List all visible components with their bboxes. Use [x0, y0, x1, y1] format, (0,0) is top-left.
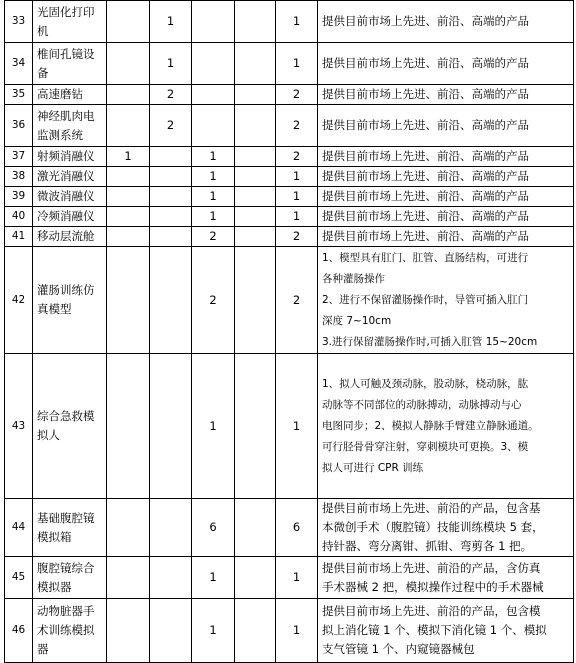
quantity-cell — [235, 147, 276, 167]
requirement-cell-line: 2、进行不保留灌肠操作时，导管可插入肛门 — [322, 293, 529, 306]
requirement-cell — [318, 187, 574, 207]
requirement-cell — [318, 227, 574, 247]
requirement-cell-line: 提供目前市场上先进、前沿的产品，含仿真 — [322, 560, 541, 575]
quantity-cell — [107, 247, 150, 354]
quantity-cell: 1 — [192, 167, 235, 187]
equipment-name-cell-line: 腹腔镜综合 — [37, 560, 95, 575]
requirement-cell-line: 提供目前市场上先进、前沿、高端的产品 — [322, 56, 529, 70]
total-cell: 2 — [276, 147, 318, 167]
requirement-cell — [318, 1, 574, 43]
requirement-cell — [318, 43, 574, 85]
quantity-cell — [107, 1, 150, 43]
row-number-cell: 46 — [5, 599, 33, 663]
requirement-cell-line: 深度 7~10cm — [322, 314, 392, 327]
quantity-cell — [107, 354, 150, 499]
quantity-cell — [107, 227, 150, 247]
total-cell: 2 — [276, 85, 318, 105]
requirement-cell-line: 手术器械 2 把，模拟操作过程中的手术器械 — [322, 579, 544, 594]
requirement-cell — [318, 499, 574, 557]
quantity-cell — [150, 227, 192, 247]
table-row — [5, 187, 574, 207]
equipment-name-cell-line: 备 — [37, 65, 49, 80]
equipment-name-cell — [33, 599, 107, 663]
row-number-cell: 33 — [5, 1, 33, 43]
requirement-cell-line: 可行胫骨骨穿注射，穿刺模块可更换。3、模 — [322, 440, 529, 453]
equipment-name-cell-line: 模拟器 — [37, 579, 72, 594]
requirement-cell-line: 持针器、弯分离钳、抓钳、弯剪各 1 把。 — [322, 539, 533, 553]
equipment-name-cell — [33, 147, 107, 167]
requirement-cell-line: 提供目前市场上先进、前沿的产品，包含基 — [322, 501, 541, 515]
quantity-cell — [192, 85, 235, 105]
quantity-cell — [150, 247, 192, 354]
quantity-cell: 1 — [150, 43, 192, 85]
table-row — [5, 227, 574, 247]
quantity-cell: 1 — [192, 599, 235, 663]
row-number-cell: 37 — [5, 147, 33, 167]
equipment-name-cell-line: 光固化打印 — [37, 4, 95, 19]
table-row — [5, 85, 574, 105]
equipment-name-cell-line: 射频消融仪 — [37, 149, 95, 163]
row-number-cell: 36 — [5, 105, 33, 147]
quantity-cell — [107, 499, 150, 557]
total-cell: 1 — [276, 43, 318, 85]
equipment-name-cell-line: 基础腹腔镜 — [37, 510, 95, 525]
quantity-cell: 1 — [150, 1, 192, 43]
quantity-cell — [235, 599, 276, 663]
equipment-name-cell — [33, 354, 107, 499]
requirement-cell-line: 动脉等不同部位的动脉搏动，动脉搏动与心 — [322, 398, 522, 411]
quantity-cell — [107, 557, 150, 599]
quantity-cell — [235, 85, 276, 105]
equipment-name-cell — [33, 1, 107, 43]
quantity-cell — [235, 207, 276, 227]
equipment-name-cell — [33, 557, 107, 599]
quantity-cell: 1 — [192, 147, 235, 167]
equipment-name-cell — [33, 499, 107, 557]
equipment-name-cell — [33, 85, 107, 105]
equipment-name-cell — [33, 187, 107, 207]
requirement-cell — [318, 85, 574, 105]
requirement-cell — [318, 207, 574, 227]
requirement-cell — [318, 147, 574, 167]
equipment-name-cell-line: 微波消融仪 — [37, 189, 95, 203]
quantity-cell: 2 — [150, 85, 192, 105]
table-row — [5, 1, 574, 43]
table-row — [5, 247, 574, 354]
quantity-cell — [107, 85, 150, 105]
table-row — [5, 499, 574, 557]
quantity-cell — [235, 105, 276, 147]
row-number-cell: 44 — [5, 499, 33, 557]
equipment-table — [4, 0, 574, 663]
equipment-name-cell — [33, 167, 107, 187]
requirement-cell-line: 提供目前市场上先进、前沿、高端的产品 — [322, 87, 529, 101]
requirement-cell — [318, 557, 574, 599]
quantity-cell: 1 — [192, 207, 235, 227]
quantity-cell — [150, 354, 192, 499]
quantity-cell — [107, 207, 150, 227]
requirement-cell-line: 拟人可进行 CPR 训练 — [322, 461, 424, 474]
quantity-cell — [235, 187, 276, 207]
quantity-cell — [150, 147, 192, 167]
equipment-name-cell-line: 器 — [37, 642, 49, 656]
total-cell: 1 — [276, 557, 318, 599]
equipment-name-cell — [33, 227, 107, 247]
quantity-cell: 1 — [192, 557, 235, 599]
requirement-cell-line: 支气管镜 1 个、内窥镜器械包 — [322, 642, 475, 656]
equipment-name-cell-line: 高速磨钻 — [37, 87, 83, 101]
equipment-name-cell-line: 神经肌肉电 — [37, 108, 95, 123]
table-row — [5, 207, 574, 227]
requirement-cell-line: 提供目前市场上先进、前沿、高端的产品 — [322, 149, 529, 163]
equipment-name-cell-line: 机 — [37, 23, 49, 38]
total-cell: 1 — [276, 354, 318, 499]
requirement-cell — [318, 167, 574, 187]
quantity-cell — [192, 43, 235, 85]
quantity-cell — [235, 43, 276, 85]
total-cell: 1 — [276, 207, 318, 227]
table-row — [5, 43, 574, 85]
row-number-cell: 41 — [5, 227, 33, 247]
total-cell: 2 — [276, 247, 318, 354]
total-cell: 1 — [276, 187, 318, 207]
total-cell: 6 — [276, 499, 318, 557]
row-number-cell: 43 — [5, 354, 33, 499]
table-row — [5, 557, 574, 599]
quantity-cell — [107, 187, 150, 207]
row-number-cell: 35 — [5, 85, 33, 105]
quantity-cell — [192, 105, 235, 147]
quantity-cell — [107, 167, 150, 187]
quantity-cell — [235, 227, 276, 247]
quantity-cell — [235, 499, 276, 557]
equipment-name-cell-line: 动物脏器手 — [37, 604, 95, 618]
requirement-cell — [318, 599, 574, 663]
requirement-cell-line: 提供目前市场上先进、前沿、高端的产品 — [322, 229, 529, 243]
requirement-cell-line: 各种灌肠操作 — [322, 272, 385, 285]
row-number-cell: 45 — [5, 557, 33, 599]
requirement-cell-line: 电图同步；2、模拟人静脉手臂建立静脉通道。 — [322, 419, 539, 432]
equipment-name-cell — [33, 105, 107, 147]
quantity-cell — [235, 167, 276, 187]
total-cell: 2 — [276, 105, 318, 147]
requirement-cell-line: 提供目前市场上先进、前沿、高端的产品 — [322, 209, 529, 223]
quantity-cell — [107, 105, 150, 147]
requirement-cell-line: 提供目前市场上先进、前沿的产品，包含模 — [322, 604, 541, 618]
equipment-name-cell-line: 拟人 — [37, 428, 60, 442]
quantity-cell — [192, 1, 235, 43]
row-number-cell: 34 — [5, 43, 33, 85]
requirement-cell-line: 提供目前市场上先进、前沿、高端的产品 — [322, 14, 529, 28]
equipment-name-cell-line: 激光消融仪 — [37, 169, 95, 183]
requirement-cell-line: 提供目前市场上先进、前沿、高端的产品 — [322, 118, 529, 132]
quantity-cell — [150, 499, 192, 557]
row-number-cell: 39 — [5, 187, 33, 207]
quantity-cell — [150, 167, 192, 187]
requirement-cell-line: 提供目前市场上先进、前沿、高端的产品 — [322, 169, 529, 183]
equipment-name-cell — [33, 207, 107, 227]
requirement-cell-line: 1、拟人可触及颈动脉，股动脉，桡动脉，肱 — [322, 377, 529, 390]
quantity-cell: 1 — [107, 147, 150, 167]
total-cell: 1 — [276, 599, 318, 663]
requirement-cell — [318, 247, 574, 354]
quantity-cell — [150, 187, 192, 207]
quantity-cell — [107, 599, 150, 663]
requirement-cell-line: 本微创手术（腹腔镜）技能训练模块 5 套， — [322, 520, 544, 534]
quantity-cell — [107, 43, 150, 85]
requirement-cell — [318, 354, 574, 499]
quantity-cell — [235, 354, 276, 499]
quantity-cell: 1 — [192, 187, 235, 207]
requirement-cell-line: 1、模型具有肛门、肛管、直肠结构，可进行 — [322, 251, 529, 264]
quantity-cell: 1 — [192, 354, 235, 499]
equipment-name-cell-line: 综合急救模 — [37, 409, 95, 423]
row-number-cell: 42 — [5, 247, 33, 354]
table-row — [5, 147, 574, 167]
equipment-name-cell-line: 真模型 — [37, 302, 72, 316]
equipment-name-cell-line: 术训练模拟 — [37, 623, 95, 637]
equipment-name-cell-line: 模拟箱 — [37, 529, 72, 544]
requirement-cell-line: 拟上消化镜 1 个、模拟下消化镜 1 个、模拟 — [322, 623, 547, 637]
row-number-cell: 38 — [5, 167, 33, 187]
equipment-name-cell-line: 移动层流舱 — [37, 229, 95, 243]
quantity-cell — [235, 1, 276, 43]
quantity-cell — [235, 557, 276, 599]
quantity-cell — [150, 557, 192, 599]
equipment-name-cell-line: 灌肠训练仿 — [37, 283, 95, 297]
table-row — [5, 599, 574, 663]
quantity-cell: 2 — [192, 247, 235, 354]
quantity-cell — [150, 599, 192, 663]
quantity-cell: 6 — [192, 499, 235, 557]
total-cell: 2 — [276, 227, 318, 247]
row-number-cell: 40 — [5, 207, 33, 227]
quantity-cell: 2 — [192, 227, 235, 247]
requirement-cell-line: 提供目前市场上先进、前沿、高端的产品 — [322, 189, 529, 203]
total-cell: 1 — [276, 167, 318, 187]
quantity-cell — [235, 247, 276, 354]
equipment-name-cell — [33, 43, 107, 85]
quantity-cell: 2 — [150, 105, 192, 147]
total-cell: 1 — [276, 1, 318, 43]
requirement-cell — [318, 105, 574, 147]
requirement-cell-line: 3.进行保留灌肠操作时,可插入肛管 15~20cm — [322, 335, 538, 348]
table-row — [5, 105, 574, 147]
equipment-name-cell-line: 椎间孔镜设 — [37, 46, 95, 61]
quantity-cell — [150, 207, 192, 227]
equipment-name-cell — [33, 247, 107, 354]
table-row — [5, 167, 574, 187]
equipment-name-cell-line: 监测系统 — [37, 127, 83, 142]
table-row — [5, 354, 574, 499]
equipment-name-cell-line: 冷频消融仪 — [37, 209, 95, 223]
